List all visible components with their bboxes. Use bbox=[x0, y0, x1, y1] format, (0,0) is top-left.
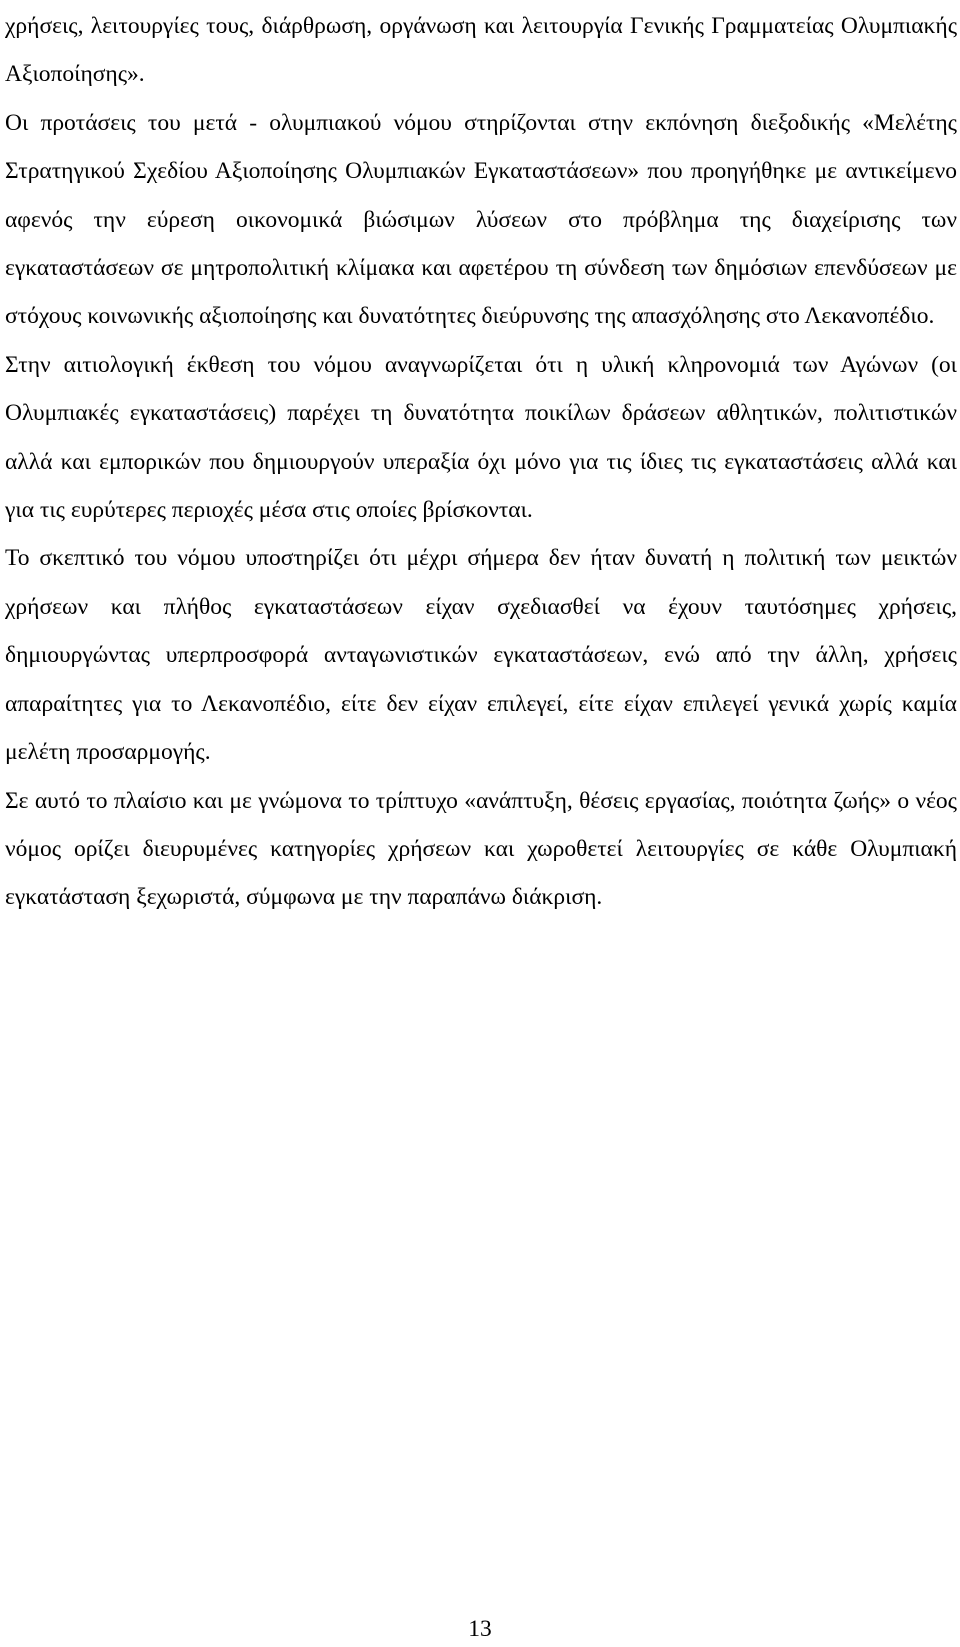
paragraph-framework: Σε αυτό το πλαίσιο και με γνώμονα το τρίπτυχο «ανάπτυξη, θέσεις εργασίας, ποιότητα ζωής» ο νέος νόμος ορίζει διευρυμένες κατηγορίες χρήσεων και χωροθετεί λειτουργίες σε κάθε Ολυμπιακή εγκατάσταση ξεχωριστά, σύμφωνα με την παραπάνω διάκριση. bbox=[5, 787, 957, 911]
paragraph-law-proposals: Οι προτάσεις του μετά - ολυμπιακού νόμου στηρίζονται στην εκπόνηση διεξοδικής «Μελέτης Στρατηγικού Σχεδίου Αξιοποίησης Ολυμπιακών Εγκαταστάσεων» που προηγήθηκε με αντικείμενο αφενός την εύρεση οικονομικά βιώσιμων λύσεων στο πρόβλημα της διαχείρισης των εγκαταστάσεων σε μητροπολιτική κλίμακα και αφετέρου τη σύνδεση των δημόσιων επενδύσεων με στόχους κοινωνικής αξιοποίησης και δυνατότητες διεύρυνσης της απασχόλησης στο Λεκανοπέδιο. bbox=[5, 109, 957, 330]
paragraph-explanatory-report: Στην αιτιολογική έκθεση του νόμου αναγνωρίζεται ότι η υλική κληρονομιά των Αγώνων (οι Ολυμπιακές εγκαταστάσεις) παρέχει τη δυνατότητα ποικίλων δράσεων αθλητικών, πολιτιστικών αλλά και εμπορικών που δημιουργούν υπεραξία όχι μόνο για τις ίδιες τις εγκαταστάσεις αλλά και για τις ευρύτερες περιοχές μέσα στις οποίες βρίσκονται. bbox=[5, 351, 957, 524]
body-text bbox=[5, 2, 957, 922]
page-number: 13 bbox=[468, 1616, 492, 1642]
paragraph-continuation: χρήσεις, λειτουργίες τους, διάρθρωση, οργάνωση και λειτουργία Γενικής Γραμματείας Ολυμπιακής Αξιοποίησης». bbox=[5, 13, 957, 88]
paragraph-law-rationale: Το σκεπτικό του νόμου υποστηρίζει ότι μέχρι σήμερα δεν ήταν δυνατή η πολιτική των μεικτών χρήσεων και πλήθος εγκαταστάσεων είχαν σχεδιασθεί να έχουν ταυτόσημες χρήσεις, δημιουργώντας υπερπροσφορά ανταγωνιστικών εγκαταστάσεων, ενώ από την άλλη, χρήσεις απαραίτητες για το Λεκανοπέδιο, είτε δεν είχαν επιλεγεί, είτε είχαν επιλεγεί γενικά χωρίς καμία μελέτη προσαρμογής. bbox=[5, 545, 957, 766]
